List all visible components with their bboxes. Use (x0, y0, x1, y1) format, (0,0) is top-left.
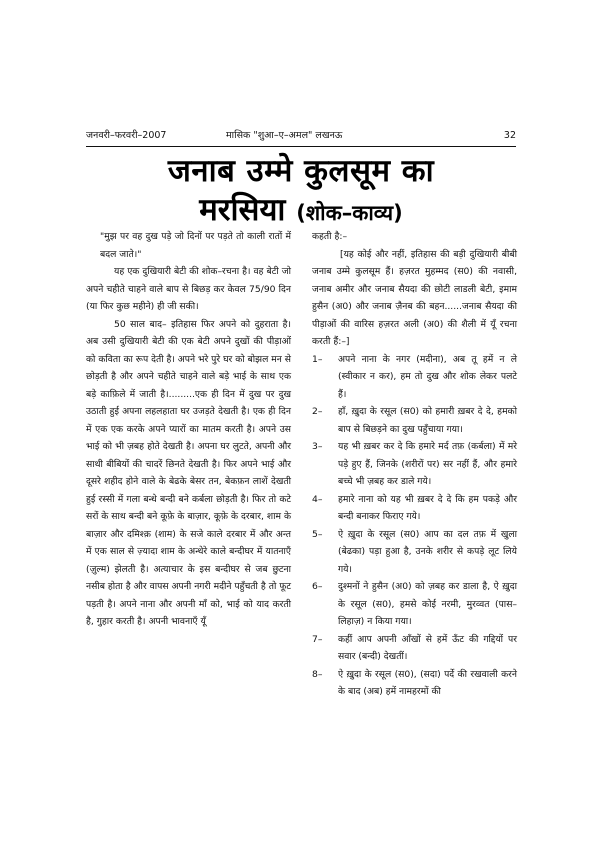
title-line-2 (86, 190, 516, 233)
verse-number: 4– (312, 493, 323, 505)
verse-item (312, 631, 517, 666)
verse-item (312, 438, 517, 491)
verse-item (312, 351, 517, 404)
right-column (312, 228, 517, 701)
intro-paragraph: [यह कोई और नहीं, इतिहास की बड़ी दुखियारी बीबी जनाब उम्मे कुलसूम हैं। हज़रत मुहम्मद (स0) की नवासी, जनाब अमीर और जनाब सैयदा की छोटी लाडली बेटी, इमाम हुसैन (अ0) और जनाब ज़ैनब की बहन......जनाब सैयदा की पीड़ाओं की वारिस हज़रत अली (अ0) की शैली में यूँ रचना करती हैं:–] (312, 248, 517, 347)
title-line-1: जनाब उम्मे कुलसूम का (167, 153, 435, 189)
verse-number: 6– (312, 581, 323, 592)
lead-text: कहती है:– (312, 231, 348, 242)
verse-text: हाँ, ख़ुदा के रसूल (स0) को हमारी ख़बर दे दे, हमको बाप से बिछड़ने का दुख पहुँचाया गया। (338, 406, 517, 435)
verse-number: 2– (312, 406, 323, 417)
verse-item (312, 491, 517, 526)
paragraph-2: 50 साल बाद– इतिहास फिर अपने को दुहराता है। अब उसी दुखियारी बेटी की एक बेटी अपने दुखों की पीड़ाओं को कविता का रूप देती है। अपने भरे पुरे घर को बोझल मन से छोड़ती है और अपने चहीते चाहने वाले बड़े भाई के साथ एक बड़े काफ़िले में जाती है।.........एक ही दिन में दुख पर दुख उठाती हुई अपना लहलहाता घर उजड़ते देखती है। एक ही दिन में एक एक करके अपने प्यारों का मातम करती है। अपने उस भाई को भी ज़बह होते देखती है। अपना घर लुटते, अपनी और साथी बीबियों की चादरें छिनते देखती है। फिर अपने भाई और दूसरे शहीद होने वाले के बेढके बेसर तन, बेकफ़न लाशें देखती हुई रस्सी में गला बन्धे बन्दी बने कर्बला छोड़ती है। फिर तो कटे सरों के साथ बन्दी बने कूफ़े के बाज़ार, कूफ़े के दरबार, शाम के बाज़ार और दमिश्क़ (शाम) के सजे काले दरबार में और अन्त में एक साल से ज़्यादा शाम के अन्धेरे काले बन्दीघर में यातनाएँ (ज़ुल्म) झेलती है। अत्याचार के इस बन्दीघर से जब छुटना नसीब होता है और वापस अपनी नगरी मदीने पहुँचती है तो फूट पड़ती है। अपने नाना और अपनी माँ को, भाई को याद करती है, गुहार करती है। अपनी भावनाएँ यूँ (86, 318, 291, 627)
verse-number: 7– (312, 633, 323, 645)
verse-text: ऐ ख़ुदा के रसूल (स0), (सदा) पर्दे की रखवाली करने के बाद (अब) हमें नामहरमों की (338, 668, 517, 697)
issue-date: जनवरी–फरवरी–2007 (86, 130, 167, 141)
paragraph-1: यह एक दुखियारी बेटी की शोक–रचना है। वह बेटी जो अपने चहीते चाहने वाले बाप से बिछड़ कर केवल 75/90 दिन (या फिर कुछ महीने) ही जी सकी। (86, 266, 291, 312)
title-main: मरसिया (199, 192, 286, 228)
left-column (86, 228, 291, 631)
running-header (86, 128, 516, 144)
verse-number: 1– (312, 353, 323, 365)
verse-number: 3– (312, 441, 323, 452)
verse-text: हमारे नाना को यह भी ख़बर दे दे कि हम पकड़े और बन्दी बनाकर फिराए गये। (338, 493, 517, 522)
verse-text: दुश्मनों ने हुसैन (अ0) को ज़बह कर डाला है, ऐ ख़ुदा के रसूल (स0), हमसे कोई नरमी, मुरव्वत (पास–लिहाज़) न किया गया। (338, 581, 517, 627)
article-title (86, 152, 516, 233)
verse-number: 5– (312, 528, 323, 540)
verse-text: यह भी ख़बर कर दे कि हमारे मर्द तफ़ (कर्बला) में मरे पड़े हुए हैं, जिनके (शरीरों पर) सर नहीं हैं, और हमारे बच्चे भी ज़बह कर डाले गये। (338, 441, 517, 487)
verse-item (312, 526, 517, 579)
verse-number: 8– (312, 668, 323, 680)
header-rule (86, 146, 516, 147)
verse-text: ऐ ख़ुदा के रसूल (स0) आप का दल तफ़ में खुला (बेढका) पड़ा हुआ है, उनके शरीर से कपड़े लूट लिये गये। (338, 528, 517, 575)
magazine-name: मासिक "शुआ–ए–अमल" लखनऊ (226, 130, 343, 141)
verse-text: कहीं आप अपनी आँखों से हमें ऊँट की गद्दियों पर सवार (बन्दी) देखतीं। (338, 633, 517, 662)
title-subtitle: (शोक–काव्य) (296, 201, 403, 225)
verse-text: अपने नाना के नगर (मदीना), अब तू हमें न ले (स्वीकार न कर), हम तो दुख और शोक लेकर पलटे हैं। (338, 353, 517, 400)
verse-item (312, 666, 517, 701)
verse-item (312, 578, 517, 631)
page-number: 32 (503, 130, 516, 141)
verse-item (312, 403, 517, 438)
opening-quote: "मुझ पर वह दुख पड़े जो दिनों पर पड़ते तो काली रातों में बदल जाते।" (100, 231, 291, 260)
